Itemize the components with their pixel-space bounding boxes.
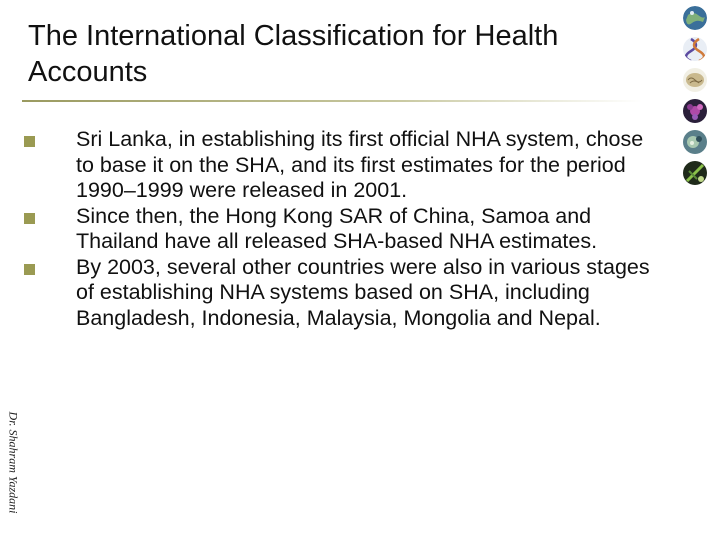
square-bullet-icon [24,136,35,147]
flower-icon [683,99,707,123]
globe-icon [683,6,707,30]
bullet-text: By 2003, several other countries were also in various stages of establishing NHA systems based on SHA, including Bangladesh, Indonesia, Malaysia, Mongolia and Nepal. [76,254,650,330]
bullet-item [64,255,664,332]
author-credit: Dr. Shahram Yazdani [6,411,21,514]
bullet-item [64,127,664,204]
brain-icon [683,68,707,92]
square-bullet-icon [24,264,35,275]
square-bullet-icon [24,213,35,224]
title-divider [22,100,642,102]
dna-icon [683,37,707,61]
bullet-list [64,127,664,331]
cell-icon [683,130,707,154]
bullet-text: Sri Lanka, in establishing its first official NHA system, chose to base it on the SHA, and its first estimates for the period 1990–1999 were released in 2001. [76,127,644,202]
bullet-item [64,204,664,255]
thumbnail-strip [683,6,709,192]
microscope-icon [683,161,707,185]
slide-title: The International Classification for Health Accounts [28,20,559,88]
bullet-text: Since then, the Hong Kong SAR of China, Samoa and Thailand have all released SHA-based NHA estimates. [76,203,598,253]
